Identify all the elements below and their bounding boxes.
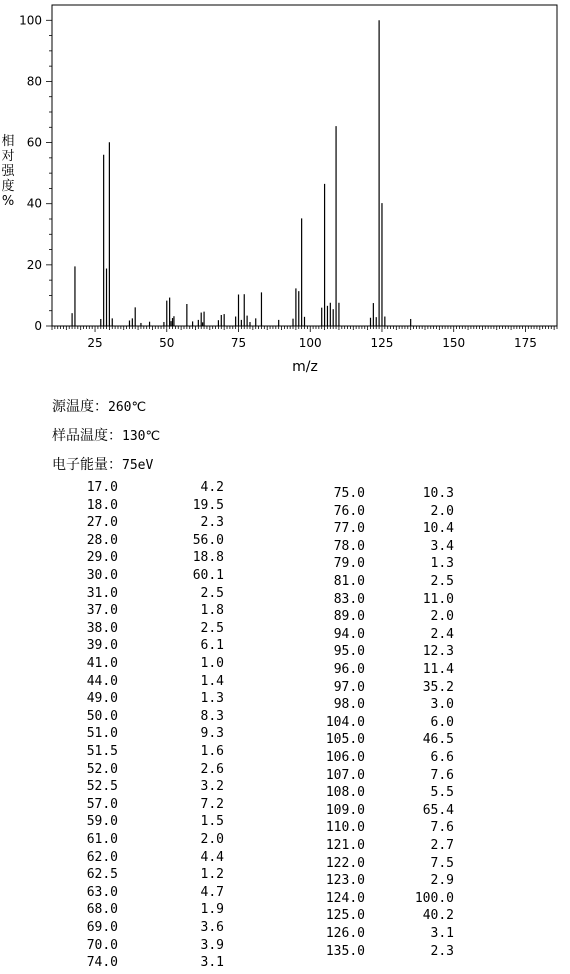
intensity-value: 56.0: [192, 532, 224, 548]
y-axis-label-char: 相: [1, 134, 15, 149]
mz-value: 41.0: [86, 656, 118, 671]
mz-value: 37.0: [86, 603, 118, 619]
intensity-value: 60.1: [192, 568, 224, 583]
y-axis-label-char: 对: [1, 149, 15, 164]
x-tick-label: 50: [159, 336, 175, 350]
mz-value: 104.0: [325, 714, 365, 730]
intensity-value: 4.4: [200, 849, 224, 865]
intensity-value: 11.0: [422, 591, 454, 607]
intensity-value: 11.4: [422, 662, 454, 677]
intensity-value: 7.6: [430, 767, 454, 783]
mz-value: 52.0: [86, 761, 118, 777]
mz-value: 51.5: [86, 744, 118, 759]
intensity-value: 2.3: [200, 515, 224, 531]
mz-value: 17.0: [86, 480, 118, 495]
mz-value: 78.0: [333, 538, 365, 554]
intensity-value: 3.9: [200, 937, 224, 953]
intensity-value: 4.2: [200, 480, 224, 495]
mz-value: 105.0: [325, 732, 365, 748]
mz-value: 18.0: [86, 497, 118, 513]
intensity-value: 3.6: [200, 920, 224, 935]
intensity-value: 8.3: [200, 708, 224, 724]
y-axis-label-char: 强: [1, 164, 15, 179]
intensity-value: 2.9: [430, 873, 454, 889]
intensity-value: 40.2: [422, 908, 454, 924]
mz-value: 79.0: [333, 556, 365, 572]
mz-value: 38.0: [86, 620, 118, 636]
intensity-value: 1.0: [200, 656, 224, 671]
spectrum-peaks: [72, 20, 411, 326]
mz-value: 68.0: [86, 902, 118, 918]
intensity-value: 6.0: [430, 714, 454, 730]
chart-axes: [19, 5, 557, 350]
intensity-value: 2.0: [430, 503, 454, 519]
intensity-value: 2.0: [200, 832, 224, 847]
intensity-value: 65.4: [422, 802, 454, 818]
x-tick-label: 175: [513, 336, 537, 350]
mz-value: 30.0: [86, 568, 118, 583]
y-tick-label: 80: [26, 74, 42, 89]
peak-table-left: [0, 480, 230, 970]
mz-value: 63.0: [86, 884, 118, 900]
intensity-value: 46.5: [422, 732, 454, 748]
intensity-value: 2.5: [200, 620, 224, 636]
condition-value: 75eV: [122, 458, 154, 473]
intensity-value: 5.5: [430, 785, 454, 801]
mz-value: 94.0: [333, 626, 365, 642]
condition-row: [52, 454, 153, 474]
y-tick-label: 60: [26, 135, 42, 150]
intensity-value: 7.2: [200, 796, 224, 812]
intensity-value: 2.0: [430, 609, 454, 625]
condition-label: 样品温度：: [52, 428, 122, 444]
mass-spectrum-chart: [0, 0, 570, 385]
plot-frame: [52, 5, 557, 326]
condition-row: [52, 396, 146, 416]
x-tick-label: 150: [442, 336, 466, 350]
mz-value: 121.0: [325, 838, 365, 853]
intensity-value: 3.1: [430, 926, 454, 941]
intensity-value: 2.4: [430, 626, 454, 642]
intensity-value: 6.1: [200, 638, 224, 654]
mz-value: 51.0: [86, 726, 118, 742]
y-tick-label: 20: [26, 257, 42, 272]
intensity-value: 100.0: [414, 890, 454, 906]
mz-value: 106.0: [325, 750, 365, 765]
y-tick-label: 0: [34, 319, 42, 333]
mz-value: 59.0: [86, 814, 118, 830]
mz-value: 50.0: [86, 708, 118, 724]
y-tick-label: 40: [26, 196, 42, 211]
mz-value: 107.0: [325, 767, 365, 783]
mz-value: 28.0: [86, 532, 118, 548]
mz-value: 31.0: [86, 585, 118, 601]
mz-value: 69.0: [86, 920, 118, 935]
intensity-value: 7.5: [430, 855, 454, 871]
mz-value: 49.0: [86, 691, 118, 707]
mz-value: 81.0: [333, 574, 365, 589]
intensity-value: 35.2: [422, 679, 454, 695]
x-tick-label: 125: [370, 336, 394, 350]
intensity-value: 1.4: [200, 673, 224, 689]
intensity-value: 1.9: [200, 902, 224, 918]
mz-value: 89.0: [333, 609, 365, 625]
intensity-value: 3.4: [430, 538, 454, 554]
intensity-value: 3.1: [200, 955, 224, 971]
y-tick-label: 100: [19, 13, 42, 28]
mz-value: 74.0: [86, 955, 118, 971]
mz-value: 29.0: [86, 550, 118, 566]
y-axis-label-char: 度: [1, 179, 15, 194]
mz-value: 76.0: [333, 503, 365, 519]
intensity-value: 9.3: [200, 726, 224, 742]
mz-value: 70.0: [86, 937, 118, 953]
x-tick-label: 100: [298, 336, 322, 350]
intensity-value: 2.7: [430, 838, 454, 853]
x-axis-label: m/z: [292, 359, 318, 375]
mz-value: 44.0: [86, 673, 118, 689]
intensity-value: 3.0: [430, 697, 454, 713]
mz-value: 75.0: [333, 486, 365, 501]
intensity-value: 12.3: [422, 644, 454, 660]
intensity-value: 19.5: [192, 497, 224, 513]
condition-label: 源温度：: [52, 399, 108, 415]
mz-value: 122.0: [325, 855, 365, 871]
intensity-value: 2.3: [430, 943, 454, 959]
mz-value: 39.0: [86, 638, 118, 654]
intensity-value: 2.6: [200, 761, 224, 777]
mz-value: 95.0: [333, 644, 365, 660]
x-tick-label: 75: [230, 336, 247, 350]
intensity-value: 10.3: [422, 486, 454, 501]
condition-value: 130℃: [122, 429, 161, 444]
peak-table-right: [260, 486, 490, 966]
x-tick-label: 25: [87, 336, 103, 350]
mz-value: 61.0: [86, 832, 118, 847]
intensity-value: 1.3: [200, 691, 224, 707]
intensity-value: 7.6: [430, 820, 454, 836]
mz-value: 83.0: [333, 591, 365, 607]
intensity-value: 10.4: [422, 521, 454, 537]
intensity-value: 1.6: [200, 744, 224, 759]
mz-value: 27.0: [86, 515, 118, 531]
intensity-value: 3.2: [200, 779, 224, 795]
mz-value: 96.0: [333, 662, 365, 677]
mz-value: 62.5: [86, 867, 118, 883]
mz-value: 123.0: [325, 873, 365, 889]
mz-value: 97.0: [333, 679, 365, 695]
condition-row: [52, 425, 160, 445]
y-axis-label: [1, 134, 15, 209]
mz-value: 110.0: [325, 820, 365, 836]
intensity-value: 2.5: [200, 585, 224, 601]
intensity-value: 4.7: [200, 884, 224, 900]
condition-label: 电子能量：: [52, 457, 122, 473]
mz-value: 126.0: [325, 926, 365, 941]
mz-value: 108.0: [325, 785, 365, 801]
mz-value: 124.0: [325, 890, 365, 906]
mz-value: 62.0: [86, 849, 118, 865]
y-axis-label-char: %: [1, 194, 15, 209]
mz-value: 77.0: [333, 521, 365, 537]
mz-value: 109.0: [325, 802, 365, 818]
intensity-value: 1.3: [430, 556, 454, 572]
condition-value: 260℃: [108, 400, 147, 415]
intensity-value: 1.2: [200, 867, 224, 883]
intensity-value: 18.8: [192, 550, 224, 566]
intensity-value: 1.5: [200, 814, 224, 830]
intensity-value: 2.5: [430, 574, 454, 589]
intensity-value: 1.8: [200, 603, 224, 619]
mz-value: 125.0: [325, 908, 365, 924]
mz-value: 135.0: [325, 943, 365, 959]
intensity-value: 6.6: [430, 750, 454, 765]
mz-value: 57.0: [86, 796, 118, 812]
mz-value: 52.5: [86, 779, 118, 795]
mz-value: 98.0: [333, 697, 365, 713]
